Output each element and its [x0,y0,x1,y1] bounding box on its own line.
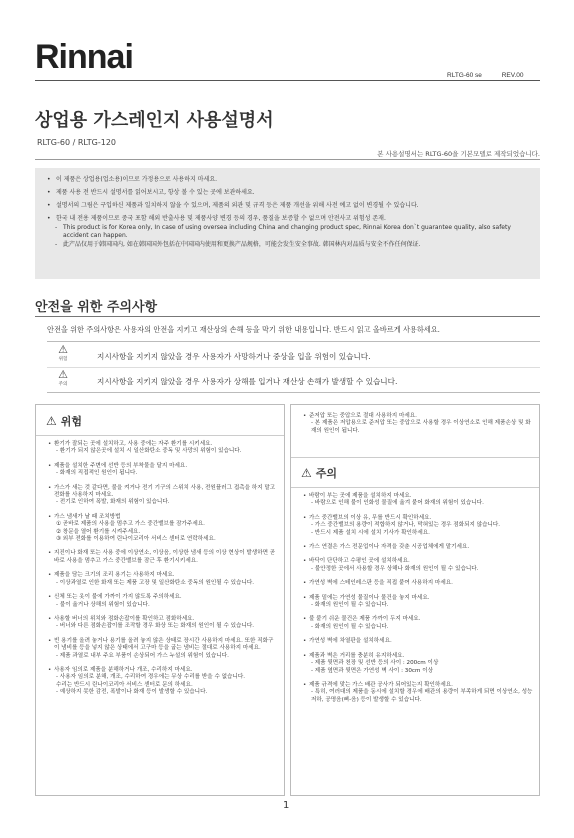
list-item-detail: - 버너와 다른 점화손잡이를 조작할 경우 화상 또는 화재의 원인이 될 수 있습니다. [56,623,255,630]
list-item-detail: - 이상과열로 인한 화재 또는 제품 고장 및 일산화탄소 중독의 원인될 수 있습니다. [56,579,255,586]
list-item-text: 빈 용기를 올려 놓거나 용기를 올려 놓지 않은 상태로 장시간 사용하지 마세요. 또한 직화구이 냄비를 등을 넣지 않은 상태에서 고구마 등을 굽는 냄비는 절대로 사용하지 마세요. [54,637,274,652]
caution-heading-rule [291,487,539,488]
list-item-detail: ② 창문을 열어 환기를 시켜주세요. [56,528,141,535]
list-item-detail: - 본 제품은 저압용으로 준저압 또는 중압으로 사용할 경우 이상연소로 인해 제품손상 및 화재의 원인이 됩니다. [311,420,531,434]
signal-table-divider [47,367,540,368]
list-item: • 빈 용기를 올려 놓거나 용기를 올려 놓지 않은 상태로 장시간 사용하지 마세요. 또한 직화구이 냄비를 등을 넣지 않은 상태에서 고구마 등을 굽는 냄비는 절대로 사용하지 마세요. - 제품 과열로 내부 주요 부품이 손상되어 가스 누설의 위험이 있습니다. [48,638,278,660]
list-item-detail: 수리는 반드시 린나이코리아 서비스 센터로 문의 하세요. [56,681,193,688]
list-item: • 제품을 담는 크기의 조리 용기는 사용하지 마세요. - 이상과열로 인한 화재 또는 제품 고장 및 일산화탄소 중독의 원인될 수 있습니다. [48,572,278,587]
list-item: • 환기가 잘되는 곳에 설치하고, 사용 중에는 자주 환기를 시키세요. - 환기가 되지 않은곳에 설치 시 일산화탄소 중독 및 사망의 위험이 있습니다. [48,441,278,456]
brand-logo: Rinnai [35,38,133,76]
danger-heading: ⚠ 위험 [46,414,83,428]
list-item: • 가연성 벽에 차열판을 설치하세요. [303,638,533,645]
notice-box [35,168,540,279]
list-item: • 제품과 벽은 거리를 충분히 유지하세요. - 제품 뒷면과 천장 및 선반 등의 사이 : 200cm 이상 - 제품 옆면과 뒷면은 가연성 벽 사이 : 30cm 이상 [303,653,533,675]
danger-signal-icon: ⚠ 위험 [52,344,74,362]
list-item: • 바람이 부는 곳에 제품을 설치하지 마세요. - 바람으로 인해 불이 인화성 물질에 옮겨 붙어 화재의 위험이 있습니다. [303,493,533,508]
list-item: • 가스 중간밸브의 이상 유, 무를 반드시 확인하세요. - 가스 중간밸브의 용량이 적합하지 않거나, 막혀있는 경우 점화되지 않습니다. - 반드시 제품 설치 시에 설치 기사가 확인하세요. [303,515,533,537]
list-item: • 가스가 새는 것 같다면, 불을 켜거나 전기 기구의 스위치 사용, 전원플러그 접촉을 하지 말고 전화를 사용하지 마세요. - 전기로 인하여 폭발, 화재의 위험이 있습니다. [48,485,278,507]
danger-item-list [48,441,278,704]
list-item-text: 제품 밑에는 가연성 물질이나 물건을 놓지 마세요. [309,594,430,601]
warning-triangle-icon: ⚠ [301,466,312,480]
list-item: • 불 붙기 쉬운 물건은 제품 가까이 두지 마세요. - 화재의 원인이 될 수 있습니다. [303,616,533,631]
list-item-text: 사용할 버너의 위치와 점화손잡이를 확인하고 점화하세요. [54,615,195,622]
list-item: • 가스 냄새가 날 때 조치방법 ① 곧바로 제품의 사용을 멈추고 가스 중간밸브를 잠가주세요. ② 창문을 열어 환기를 시켜주세요. ③ 외부 전화를 이용하여 린나이코리아 서비스 센터로 연락하세요. [48,514,278,544]
list-item-text: 지진이나 화재 또는 사용 중에 이상연소, 이상음, 이상한 냄새 등의 이상 현상이 발생하면 곧바로 사용을 멈추고 가스 중간밸브를 잠근 후 환기시키세요. [54,550,276,564]
list-item-detail: - 사용자 임의로 분해, 개조, 수리하여 경우에는 무상 수리를 받을 수 없습니다. [56,674,246,681]
list-item-text: 사용자 임의로 제품을 분해하거나 개조, 수리하지 마세요. [54,666,193,673]
list-item-text: 환기가 잘되는 곳에 설치하고, 사용 중에는 자주 환기를 시키세요. [54,441,213,447]
list-item: • 바닥이 단단하고 수평인 곳에 설치하세요. - 불안정한 곳에서 사용할 경우 상해나 화재의 원인이 될 수 있습니다. [303,558,533,573]
page-number: 1 [283,800,290,811]
list-item: • 가스 연결은 가스 전문업이나 자격을 갖춘 시공업체에게 맡기세요. [303,544,533,551]
list-item: • 제품 밑에는 가연성 물질이나 물건을 놓지 마세요. - 화재의 원인이 될 수 있습니다. [303,595,533,610]
danger-heading-rule [36,435,284,436]
list-item-text: 가스 냄새가 날 때 조치방법 [54,513,121,520]
list-item-text: 제품을 담는 크기의 조리 용기는 사용하지 마세요. [54,572,175,579]
model-code-label [447,72,542,79]
list-item: • 사용자 임의로 제품을 분해하거나 개조, 수리하지 마세요. - 사용자 임의로 분해, 개조, 수리하여 경우에는 무상 수리를 받을 수 없습니다. 수리는 반드시 린나이코리아 서비스 센터로 문의 하세요. - 예상하지 못한 감전, 폭발이나 화재 등이 발생할 수 있습니다. [48,667,278,697]
list-item-text: 바람이 부는 곳에 제품을 설치하지 마세요. [309,493,412,499]
list-item-detail: - 제품 과열로 내부 주요 부품이 손상되어 가스 누설의 위험이 있습니다. [56,652,229,659]
list-item-detail: - 가스 중간밸브의 용량이 적합하지 않거나, 막혀있는 경우 점화되지 않습니다. [311,522,501,529]
list-item: • 사용할 버너의 위치와 점화손잡이를 확인하고 점화하세요. - 버너와 다른 점화손잡이를 조작할 경우 화상 또는 화재의 원인이 될 수 있습니다. [48,616,278,631]
warning-triangle-icon: ⚠ [58,368,68,381]
list-item: • 지진이나 화재 또는 사용 중에 이상연소, 이상음, 이상한 냄새 등의 이상 현상이 발생하면 곧바로 사용을 멈추고 가스 중간밸브를 잠근 후 환기시키세요. [48,550,278,565]
list-item-detail: - 전기로 인하여 폭발, 화재의 위험이 있습니다. [56,499,170,506]
list-item-detail: - 환기가 되지 않은곳에 설치 시 일산화탄소 중독 및 사망의 위험이 있습니다. [56,448,242,455]
list-item: • 신체 또는 옷이 불에 가까이 가지 않도록 주의하세요. - 불이 옮거나 상해의 위험이 있습니다. [48,594,278,609]
notice-item: • 제품 사용 전 반드시 설명서를 읽어보시고, 항상 볼 수 있는 곳에 보관하세요. [47,189,255,196]
header-divider [35,80,540,81]
warning-triangle-icon: ⚠ [58,343,68,356]
list-item-detail: - 불안정한 곳에서 사용할 경우 상해나 화재의 원인이 될 수 있습니다. [311,565,479,572]
list-item-text: 불 붙기 쉬운 물건은 제품 가까이 두지 마세요. [309,616,421,623]
list-item-detail: - 제품 옆면과 뒷면은 가연성 벽 사이 : 30cm 이상 [311,667,434,674]
list-item-detail: - 불이 옮거나 상해의 위험이 있습니다. [56,601,150,608]
list-item-text: 준저압 또는 중압으로 절대 사용하지 마세요. [309,413,417,419]
danger-item-list-continued [303,413,533,442]
list-item: • 가연성 벽에 스테인레스판 등을 직접 붙여 사용하지 마세요. [303,580,533,587]
safety-section-title: 안전을 위한 주의사항 [35,300,158,315]
caution-signal-icon: ⚠ 주의 [52,369,74,387]
list-item: • 제품 규격에 맞는 가스 배관 공사가 되어있는지 확인하세요. - 특히, 여러대의 제품을 동시에 설치할 경우에 배관의 용량이 부족하게 되면 이상연소, 성능저하, 공명음(삐-음) 등이 발생할 수 있습니다. [303,681,533,703]
caution-heading: ⚠ 주의 [301,466,338,480]
document-title: 상업용 가스레인지 사용설명서 [35,110,274,131]
notice-chinese: - 此产品仅用于韩国国内, 如在韩国国外包括在中国国内使用和更换产品规格，可能会发生安全事故. 韩国林内对品质与安全不作任何保证. [55,241,421,248]
list-item-text: 제품과 벽은 거리를 충분히 유지하세요. [309,652,405,659]
notice-english: - This product is for Korea only, In case of using oversea including China and changing product spec, Rinnai Korea don`t guarantee quality, also safety accident can happen. [55,224,511,239]
model-list: RLTG-60 / RLTG-120 [37,138,117,147]
list-item-text: 가스 중간밸브의 이상 유, 무를 반드시 확인하세요. [309,514,432,521]
caution-item-list [303,493,533,711]
notice-item: • 설명서의 그림은 구입하신 제품과 일치하지 않을 수 있으며, 제품의 외관 및 규격 등은 제품 개선을 위해 사전 예고 없이 변경될 수 있습니다. [47,202,419,209]
list-item: • 제품을 설치한 주변에 선반 등의 부착물을 달지 마세요. - 화재의 직접적인 원인이 됩니다. [48,463,278,478]
signal-table-bottom [47,392,540,393]
list-item-detail: - 예상하지 못한 감전, 폭발이나 화재 등이 발생할 수 있습니다. [56,689,208,696]
list-item-detail: - 특히, 여러대의 제품을 동시에 설치할 경우에 배관의 용량이 부족하게 되면 이상연소, 성능저하, 공명음(삐-음) 등이 발생할 수 있습니다. [311,689,533,703]
title-divider [35,159,540,160]
base-model-note: 본 사용설명서는 RLTG-60을 기본모델로 제작되었습니다. [377,150,540,158]
list-item: • 준저압 또는 중압으로 절대 사용하지 마세요. - 본 제품은 저압용으로 준저압 또는 중압으로 사용할 경우 이상연소로 인해 제품손상 및 화재의 원인이 됩니다. [303,413,533,435]
revision-label: REV.00 [501,72,524,79]
list-item-detail: - 제품 뒷면과 천장 및 선반 등의 사이 : 200cm 이상 [311,660,439,667]
list-item-detail: ③ 외부 전화를 이용하여 린나이코리아 서비스 센터로 연락하세요. [56,536,216,543]
list-item-detail: - 반드시 제품 설치 시에 설치 기사가 확인하세요. [311,529,430,536]
caution-signal-text: 지시사항을 지키지 않았을 경우 사용자가 상해를 입거나 재산상 손해가 발생할 수 있습니다. [97,377,398,386]
safety-intro: 안전을 위한 주의사항은 사용자의 안전을 지키고 재산상의 손해 등을 막기 위한 내용입니다. 반드시 읽고 올바르게 사용하세요. [47,325,440,334]
list-item-text: 제품을 설치한 주변에 선반 등의 부착물을 달지 마세요. [54,462,188,469]
list-item-text: 가연성 벽에 스테인레스판 등을 직접 붙여 사용하지 마세요. [309,580,453,587]
safety-divider [35,316,540,317]
list-item-text: 바닥이 단단하고 수평인 곳에 설치하세요. [309,558,410,565]
danger-end-rule [291,457,539,458]
list-item-detail: - 화재의 원인이 될 수 있습니다. [311,602,389,609]
warning-triangle-icon: ⚠ [46,414,57,428]
list-item-text: 제품 규격에 맞는 가스 배관 공사가 되어있는지 확인하세요. [309,681,453,688]
danger-column [35,404,285,796]
danger-signal-text: 지시사항을 지키지 않았을 경우 사용자가 사망하거나 중상을 입을 위험이 있습니다. [97,352,371,361]
list-item-text: 가스 연결은 가스 전문업이나 자격을 갖춘 시공업체에게 맡기세요. [309,544,470,551]
model-code: RLTG-60 se [447,72,482,79]
list-item-detail: ① 곧바로 제품의 사용을 멈추고 가스 중간밸브를 잠가주세요. [56,521,205,528]
signal-table-top [47,341,540,342]
list-item-text: 가스가 새는 것 같다면, 불을 켜거나 전기 기구의 스위치 사용, 전원플러그 접촉을 하지 말고 전화를 사용하지 마세요. [54,484,276,499]
caution-column [290,404,540,796]
list-item-detail: - 바람으로 인해 불이 인화성 물질에 옮겨 붙어 화재의 위험이 있습니다. [311,500,484,507]
notice-item: • 한국 내 전용 제품이므로 중국 포함 해외 반출사용 및 제품사양 변경 등의 경우, 품질을 보증할 수 없으며 안전사고 위험성 존재. [47,215,386,222]
list-item-text: 신체 또는 옷이 불에 가까이 가지 않도록 주의하세요. [54,594,182,601]
list-item-detail: - 화재의 원인이 될 수 있습니다. [311,623,389,630]
list-item-detail: - 화재의 직접적인 원인이 됩니다. [56,470,138,477]
notice-item: • 이 제품은 상업용(업소용)이므로 가정용으로 사용하지 마세요. [47,176,218,183]
list-item-text: 가연성 벽에 차열판을 설치하세요. [309,638,392,645]
